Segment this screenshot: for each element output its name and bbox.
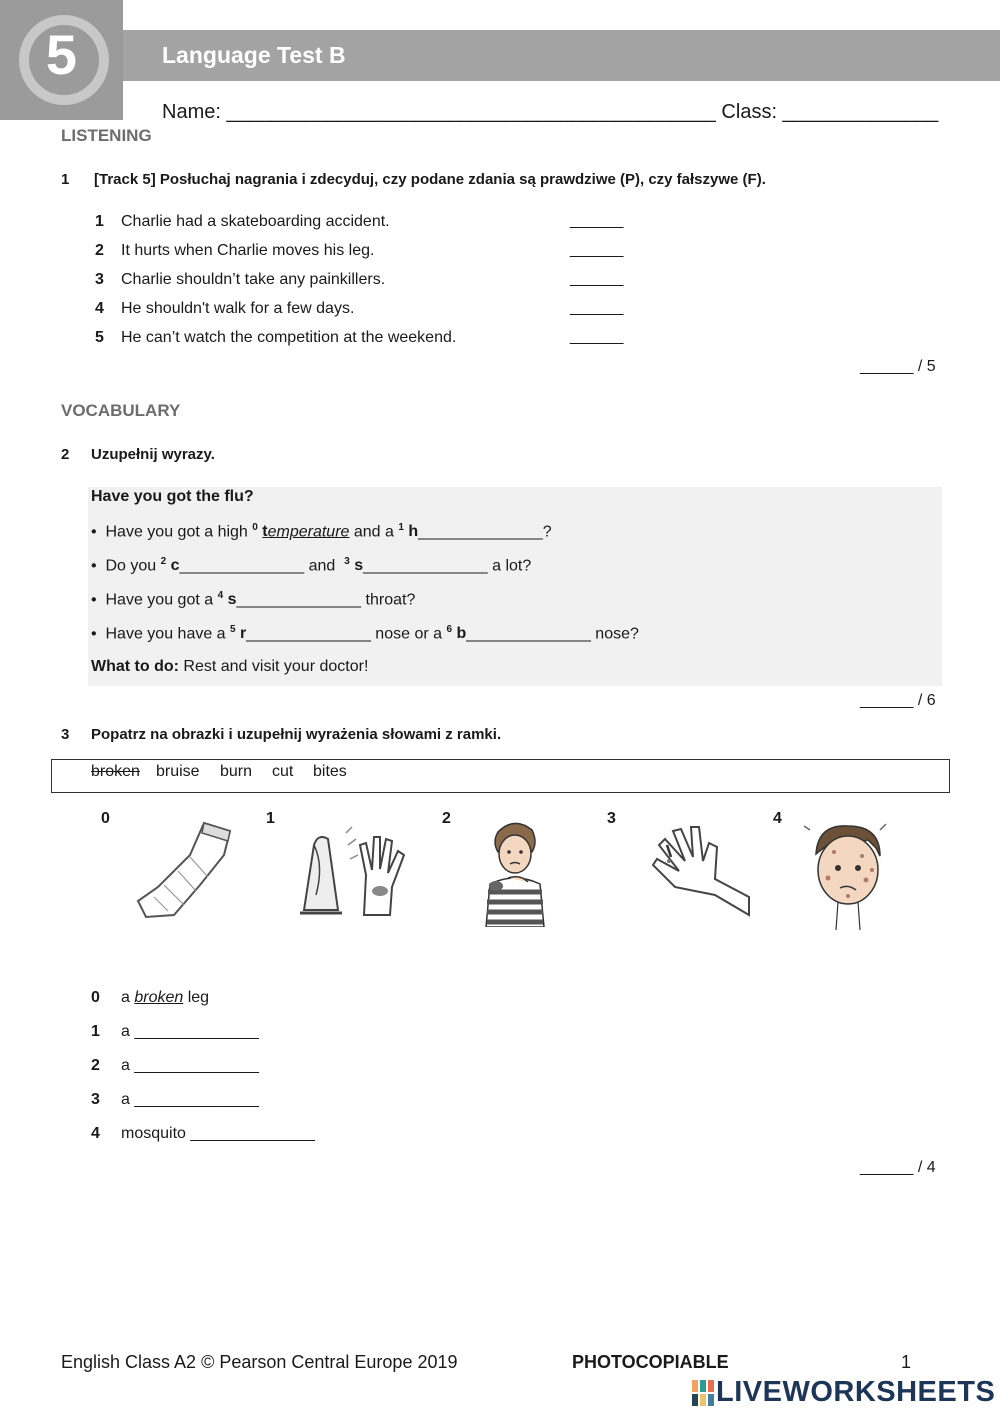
gap-letter: r <box>240 625 247 643</box>
gap-number: 0 <box>252 522 258 533</box>
answer-blank[interactable]: ______ <box>570 328 624 345</box>
what-to-do-text: Rest and visit your doctor! <box>178 658 369 675</box>
line-text: Do you <box>105 557 161 575</box>
line-text: and a <box>349 523 399 541</box>
gap-number: 2 <box>160 556 167 567</box>
flu-line-3 <box>91 590 415 609</box>
line-text: Have you got a <box>105 591 218 609</box>
item-number: 3 <box>95 271 104 288</box>
item-number: 5 <box>95 329 104 346</box>
answer-blank[interactable]: ______________ <box>190 1125 315 1142</box>
answer-prefix: a <box>121 1091 135 1108</box>
task3-instruction: Popatrz na obrazki i uzupełnij wyrażenia słowami z ramki. <box>91 726 502 743</box>
gap-number: 3 <box>344 556 350 567</box>
score-task1[interactable]: ______ / 5 <box>860 358 936 375</box>
gap-letter: c <box>170 557 180 575</box>
answer-number: 3 <box>91 1091 100 1108</box>
word-box-item: burn <box>220 763 253 780</box>
unit-badge <box>0 0 123 120</box>
item-text: It hurts when Charlie moves his leg. <box>121 242 375 259</box>
score-task2[interactable]: ______ / 6 <box>860 692 936 709</box>
item-text: Charlie had a skateboarding accident. <box>121 213 390 230</box>
gap-blank[interactable]: ______________? <box>418 523 552 541</box>
gap-blank[interactable]: ______________ <box>179 557 305 575</box>
flu-box-title: Have you got the flu? <box>91 488 254 505</box>
footer-page-number: 1 <box>901 1352 912 1372</box>
answer-row-1 <box>91 1023 100 1041</box>
gap-blank[interactable]: ______________ <box>246 625 371 643</box>
task1-number: 1 <box>61 171 70 188</box>
what-to-do <box>91 658 368 676</box>
task3-number: 3 <box>61 726 70 743</box>
task1-instruction: [Track 5] Posłuchaj nagrania i zdecyduj, czy podane zdania są prawdziwe (P), czy fałszywe (F). <box>94 171 766 188</box>
task2-number: 2 <box>61 446 70 463</box>
answer-blank[interactable]: ______ <box>570 270 624 287</box>
gap-blank[interactable]: ______________ <box>363 557 488 575</box>
answer-text-4 <box>121 1125 315 1143</box>
answer-number: 1 <box>91 1023 100 1040</box>
answer-prefix: a <box>121 1057 135 1074</box>
word-box-item: broken <box>91 763 140 780</box>
flu-line-2 <box>91 556 531 575</box>
vocabulary-heading: VOCABULARY <box>61 401 181 420</box>
example-answer: emperature <box>267 523 350 541</box>
answer-prefix: a <box>121 1023 135 1040</box>
flu-line-1 <box>91 522 552 541</box>
score-task3[interactable]: ______ / 4 <box>860 1159 936 1176</box>
task2-instruction: Uzupełnij wyrazy. <box>91 446 215 463</box>
answer-blank[interactable]: ______________ <box>134 1091 259 1108</box>
answer-text-1 <box>121 1023 259 1041</box>
footer-copyright: English Class A2 © Pearson Central Europe 2019 <box>61 1352 458 1372</box>
answer-row-0 <box>91 989 100 1007</box>
gap-letter: s <box>354 557 364 575</box>
bullet: • <box>91 591 97 609</box>
liveworksheets-logo-icon <box>692 1380 714 1406</box>
gap-letter: b <box>456 625 467 643</box>
item-number: 2 <box>95 242 104 259</box>
mosquito-bites-face-icon <box>800 818 895 933</box>
bullet: • <box>91 557 97 575</box>
item-text: He shouldn't walk for a few days. <box>121 300 355 317</box>
answer-prefix: a <box>121 989 135 1006</box>
list-item <box>95 300 104 318</box>
example-answer: broken <box>134 989 184 1006</box>
flu-box <box>88 487 942 686</box>
name-class-line[interactable]: Name: ____________________________________________ Class: ______________ <box>162 101 939 123</box>
line-text: nose or a <box>370 625 447 643</box>
answer-number: 0 <box>91 989 100 1006</box>
unit-number: 5 <box>45 23 78 86</box>
item-text: He can’t watch the competition at the weekend. <box>121 329 457 346</box>
list-item <box>95 242 104 260</box>
liveworksheets-logo[interactable] <box>692 1376 996 1410</box>
answer-blank[interactable]: ______ <box>570 299 624 316</box>
picture-number: 0 <box>101 810 110 827</box>
bullet: • <box>91 625 97 643</box>
answer-row-4 <box>91 1125 100 1143</box>
answer-row-2 <box>91 1057 100 1075</box>
gap-letter: s <box>227 591 237 609</box>
answer-prefix: mosquito <box>121 1125 191 1142</box>
line-text: and <box>304 557 340 575</box>
word-box-item: bites <box>313 763 347 780</box>
line-text: a lot? <box>487 557 532 575</box>
cut-hand-icon <box>645 815 755 925</box>
gap-letter: h <box>408 523 419 541</box>
leg-cast-icon <box>134 815 244 925</box>
gap-number: 6 <box>446 624 453 635</box>
answer-suffix: leg <box>183 989 210 1006</box>
gap-blank[interactable]: ______________ <box>466 625 591 643</box>
picture-number: 3 <box>607 810 616 827</box>
item-number: 1 <box>95 213 104 230</box>
picture-number: 1 <box>266 810 275 827</box>
gap-number: 4 <box>217 590 224 601</box>
page-title: Language Test B <box>162 42 346 68</box>
answer-blank[interactable]: ______ <box>570 212 624 229</box>
line-text: Have you have a <box>105 625 231 643</box>
listening-heading: LISTENING <box>61 126 152 145</box>
answer-blank[interactable]: ______________ <box>134 1057 259 1074</box>
gap-number: 1 <box>398 522 404 533</box>
gap-letter: t <box>262 523 268 541</box>
boy-bruise-icon <box>468 812 563 927</box>
liveworksheets-brand: LIVEWORKSHEETS <box>716 1376 996 1408</box>
item-text: Charlie shouldn’t take any painkillers. <box>121 271 386 288</box>
picture-number: 4 <box>773 810 782 827</box>
word-box-item: bruise <box>156 763 200 780</box>
answer-text-3 <box>121 1091 259 1109</box>
answer-row-3 <box>91 1091 100 1109</box>
line-text: throat? <box>361 591 416 609</box>
gap-number: 5 <box>230 624 236 635</box>
gap-blank[interactable]: ______________ <box>236 591 362 609</box>
item-number: 4 <box>95 300 104 317</box>
answer-blank[interactable]: ______________ <box>134 1023 259 1040</box>
answer-blank[interactable]: ______ <box>570 241 624 258</box>
list-item <box>95 271 104 289</box>
bullet: • <box>91 523 97 541</box>
answer-text-2 <box>121 1057 259 1075</box>
iron-burn-icon <box>294 825 424 925</box>
answer-number: 2 <box>91 1057 100 1074</box>
picture-number: 2 <box>442 810 451 827</box>
footer-photocopiable: PHOTOCOPIABLE <box>572 1352 729 1372</box>
line-text: Have you got a high <box>105 523 253 541</box>
list-item <box>95 329 104 347</box>
what-to-do-label: What to do: <box>91 658 179 675</box>
line-text: nose? <box>590 625 639 643</box>
list-item <box>95 213 104 231</box>
answer-number: 4 <box>91 1125 100 1142</box>
word-box-item: cut <box>272 763 294 780</box>
flu-line-4 <box>91 624 639 643</box>
answer-text-0 <box>121 989 209 1007</box>
